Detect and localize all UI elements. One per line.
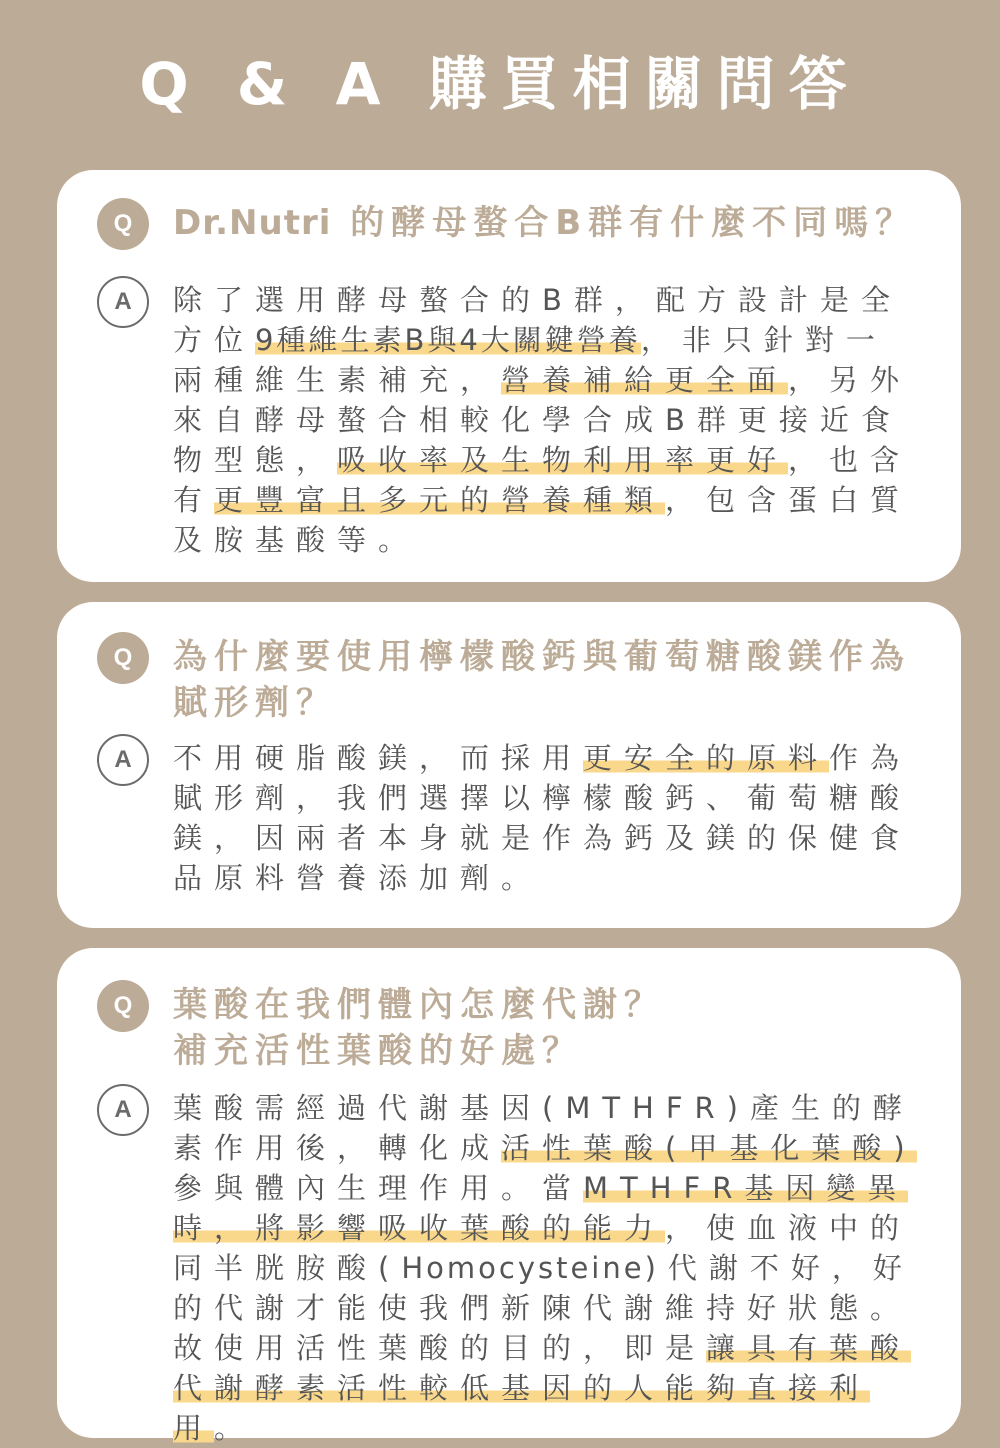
answer-text-segment: 參與體內生理作用。當 [173,1171,584,1205]
answer-text-segment: 。 [214,1411,256,1445]
answer-highlight: MTHFR基因變異時，將影響吸收葉酸的能力 [173,1171,909,1245]
question-line-2: 補充活性葉酸的好處？ [173,1031,583,1071]
question-badge: Q [97,198,149,250]
answer-badge: A [97,276,149,328]
answer-text-2 [173,738,927,898]
answer-highlight: 讓具有葉酸代謝酵素活性較低基因的人能夠直接利用 [173,1331,912,1445]
question-brand: Dr.Nutri [173,203,332,243]
answer-highlight: 活性葉酸(甲基化葉酸) [501,1131,917,1165]
answer-text-segment: 故使用活性葉酸的目的，即是 [173,1331,707,1365]
answer-text-segment: Homocysteine [401,1251,645,1285]
answer-text-segment: 作為賦形劑，我們選擇以檸檬酸鈣、葡萄糖酸鎂，因兩者本身就是作為鈣及鎂的保健食品原料營養添加劑。 [173,741,912,895]
question-row-1 [97,198,927,258]
answer-row-2 [97,734,927,914]
question-text-1 [173,200,927,246]
answer-text-3 [173,1088,927,1448]
answer-highlight: 9種維生素B與4大關鍵營養 [255,323,641,357]
qa-card-2 [57,602,961,928]
answer-badge: A [97,1084,149,1136]
answer-highlight: 更豐富且多元的營養種類 [214,483,666,517]
answer-text-segment: ，非只針對一兩種維生素補充， [173,323,887,397]
answer-highlight: 營養補給更全面 [501,363,789,397]
answer-row-3 [97,1084,927,1445]
page-title: Q & A 購買相關問答 [139,50,861,118]
question-badge: Q [97,980,149,1032]
answer-text-segment: 葉酸需經過代謝基因(MTHFR)產生的酵素作用後，轉化成 [173,1091,915,1165]
answer-text-segment: ，也含有 [173,443,912,517]
question-row-3 [97,980,927,1080]
question-text-3 [173,982,927,1074]
answer-text-segment: 除了選用酵母螯合的B群，配方設計是全方位 [173,283,902,357]
question-row-2 [97,632,927,732]
answer-text-1 [173,280,927,560]
question-badge: Q [97,632,149,684]
answer-text-segment: ，使血液中的同半胱胺酸( [173,1211,912,1285]
question-body: 的酵母螯合B群有什麼不同嗎？ [331,203,917,243]
answer-badge: A [97,734,149,786]
answer-highlight: 吸收率及生物利用率更好 [337,443,789,477]
qa-card-3 [57,948,961,1445]
question-line-1: 葉酸在我們體內怎麼代謝？ [173,985,665,1025]
answer-text-segment: 不用硬脂酸鎂，而採用 [173,741,584,775]
qa-card-1 [57,170,961,582]
answer-text-segment: ，包含蛋白質及胺基酸等。 [173,483,912,557]
answer-text-segment: )代謝不好，好的代謝才能使我們新陳代謝維持好狀態。 [173,1251,914,1325]
question-text-2: 為什麼要使用檸檬酸鈣與葡萄糖酸鎂作為賦形劑？ [173,637,911,723]
answer-highlight: 更安全的原料 [583,741,830,775]
answer-text-segment: ，另外來自酵母螯合相較化學合成B群更接近食物型態， [173,363,912,477]
answer-row-1 [97,276,927,566]
